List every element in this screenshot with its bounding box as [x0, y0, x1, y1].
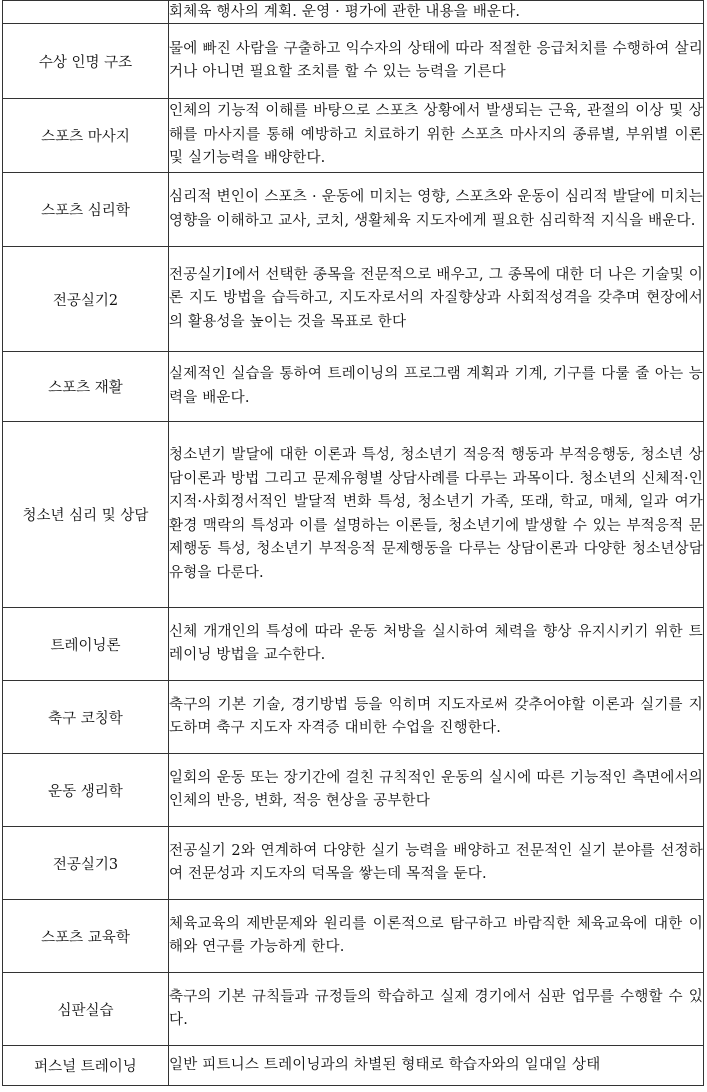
course-name-cell: 스포츠 교육학	[3, 900, 169, 973]
course-name-cell: 트레이닝론	[3, 608, 169, 681]
course-name-cell	[3, 1, 169, 24]
course-name-cell: 심판실습	[3, 973, 169, 1046]
table-row	[3, 173, 704, 247]
course-name-cell: 운동 생리학	[3, 754, 169, 827]
table-row	[3, 1046, 704, 1086]
table-row	[3, 247, 704, 352]
course-name-cell: 전공실기3	[3, 827, 169, 900]
course-description-cell: 청소년기 발달에 대한 이론과 특성, 청소년기 적응적 행동과 부적응행동, 청소년 상담이론과 방법 그리고 문제유형별 상담사례를 다루는 과목이다. 청소년의 신체적·인지적·사회정서적인 발달적 변화 특성, 청소년기 가족, 또래, 학교, 매체, 일과 여가 환경 맥락의 특성과 이를 설명하는 이론들, 청소년기에 발생할 수 있는 부적응적 문제행동 특성, 청소년기 부적응적 문제행동을 다루는 상담이론과 다양한 청소년상담 유형을 다룬다.	[169, 422, 704, 608]
course-name-cell: 청소년 심리 및 상담	[3, 422, 169, 608]
course-name-cell: 전공실기2	[3, 247, 169, 352]
course-description-cell: 신체 개개인의 특성에 따라 운동 처방을 실시하여 체력을 향상 유지시키기 위한 트레이닝 방법을 교수한다.	[169, 608, 704, 681]
table-row	[3, 681, 704, 754]
course-description-cell: 물에 빠진 사람을 구출하고 익수자의 상태에 따라 적절한 응급처치를 수행하여 살리거나 아니면 필요할 조치를 할 수 있는 능력을 기른다	[169, 24, 704, 99]
course-name-cell: 축구 코칭학	[3, 681, 169, 754]
course-description-cell: 심리적 변인이 스포츠 · 운동에 미치는 영향, 스포츠와 운동이 심리적 발달에 미치는 영향을 이해하고 교사, 코치, 생활체육 지도자에게 필요한 심리학적 지식을 배운다.	[169, 173, 704, 247]
table-row	[3, 827, 704, 900]
course-name-cell: 퍼스널 트레이닝	[3, 1046, 169, 1086]
course-description-cell: 일반 피트니스 트레이닝과의 차별된 형태로 학습자와의 일대일 상태	[169, 1046, 704, 1086]
course-description-cell: 체육교육의 제반문제와 원리를 이론적으로 탐구하고 바람직한 체육교육에 대한 이해와 연구를 가능하게 한다.	[169, 900, 704, 973]
course-description-cell: 일회의 운동 또는 장기간에 걸친 규칙적인 운동의 실시에 따른 기능적인 측면에서의 인체의 반응, 변화, 적응 현상을 공부한다	[169, 754, 704, 827]
table-row	[3, 352, 704, 422]
course-description-cell: 전공실기Ⅰ에서 선택한 종목을 전문적으로 배우고, 그 종목에 대한 더 나은 기술및 이론 지도 방법을 습득하고, 지도자로서의 자질향상과 사회적성격을 갖추며 현장에서의 활용성을 높이는 것을 목표로 한다	[169, 247, 704, 352]
table-row	[3, 422, 704, 608]
table-row	[3, 608, 704, 681]
course-description-cell: 전공실기 2와 연계하여 다양한 실기 능력을 배양하고 전문적인 실기 분야를 선정하여 전문성과 지도자의 덕목을 쌓는데 목적을 둔다.	[169, 827, 704, 900]
course-description-cell: 실제적인 실습을 통하여 트레이닝의 프로그램 계획과 기계, 기구를 다룰 줄 아는 능력을 배운다.	[169, 352, 704, 422]
course-description-cell: 인체의 기능적 이해를 바탕으로 스포츠 상황에서 발생되는 근육, 관절의 이상 및 상해를 마사지를 통해 예방하고 치료하기 위한 스포츠 마사지의 종류별, 부위별 이론 및 실기능력을 배양한다.	[169, 99, 704, 173]
course-description-cell: 축구의 기본 규칙들과 규정들의 학습하고 실제 경기에서 심판 업무를 수행할 수 있다.	[169, 973, 704, 1046]
table-row	[3, 754, 704, 827]
course-description-cell: 회체육 행사의 계획. 운영 · 평가에 관한 내용을 배운다.	[169, 1, 704, 24]
course-name-cell: 수상 인명 구조	[3, 24, 169, 99]
table-row	[3, 1, 704, 24]
course-name-cell: 스포츠 심리학	[3, 173, 169, 247]
course-name-cell: 스포츠 마사지	[3, 99, 169, 173]
table-row	[3, 973, 704, 1046]
course-description-table	[2, 0, 704, 1086]
course-description-cell: 축구의 기본 기술, 경기방법 등을 익히며 지도자로써 갖추어야할 이론과 실기를 지도하며 축구 지도자 자격증 대비한 수업을 진행한다.	[169, 681, 704, 754]
table-row	[3, 900, 704, 973]
table-row	[3, 24, 704, 99]
course-name-cell: 스포츠 재활	[3, 352, 169, 422]
table-row	[3, 99, 704, 173]
